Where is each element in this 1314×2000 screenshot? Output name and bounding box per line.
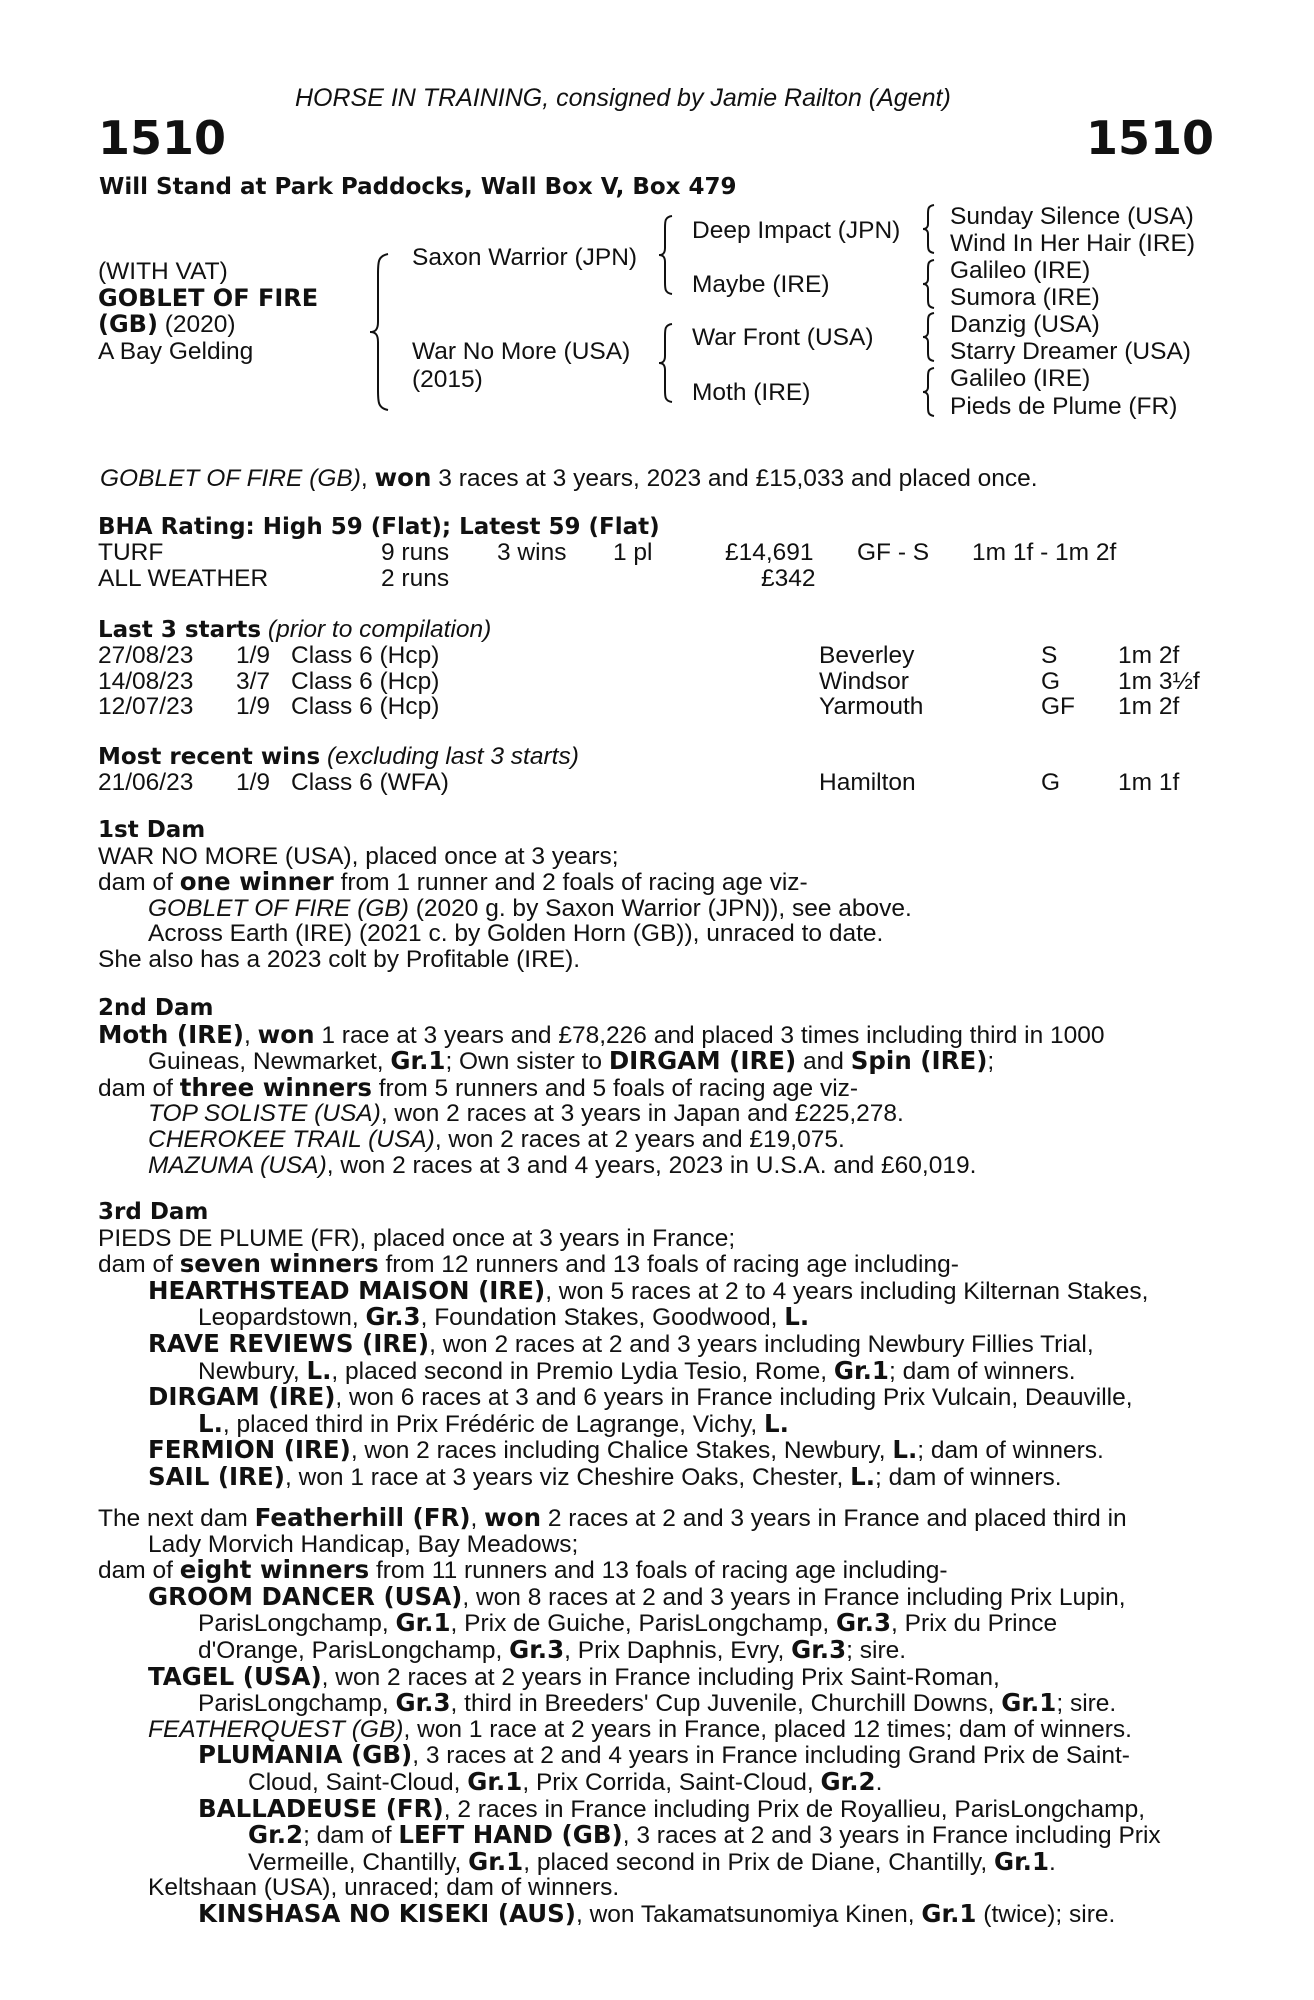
sire-sire-sire: Sunday Silence (USA) — [950, 203, 1194, 230]
next-dam-section: The next dam Featherhill (FR), won 2 races at 2 and 3 years in France and placed third in Lady Morvich Handicap, Bay Meadows; dam of eight winners from 11 runners and 13 foals of racing age including- GROOM DANCER (USA), won 8 races at 2 and 3 years in France including Prix Lupin, ParisLongchamp, Gr.1, Prix de Guiche, ParisLongchamp, Gr.3, Prix du Prince d'Orange, ParisLongchamp, Gr.3, Prix Daphnis, Evry, Gr.3; sire. TAGEL (USA), won 2 races at 2 years in France including Prix Saint-Roman, ParisLongchamp, Gr.3, third in Breeders' Cup Juvenile, Churchill Downs, Gr.1; sire. FEATHERQUEST (GB), won 1 race at 2 years in France, placed 12 times; dam of winners. PLUMANIA (GB), 3 races at 2 and 4 years in France including Grand Prix de Saint- Cloud, Saint-Cloud, Gr.1, Prix Corrida, Saint-Cloud, Gr.2. BALLADEUSE (FR), 2 races in France including Prix de Royallieu, ParisLongchamp, Gr.2; dam of LEFT HAND (GB), 3 races at 2 and 3 years in France including Prix Vermeille, Chantilly, Gr.1, placed second in Prix de Diane, Chantilly, Gr.1. Keltshaan (USA), unraced; dam of winners. KINSHASA NO KISEKI (AUS), won Takamatsunomiya Kinen, Gr.1 (twice); sire. — [98, 1503, 1161, 1928]
dam-dam-sire: Galileo (IRE) — [950, 365, 1091, 392]
consignor-line: HORSE IN TRAINING, consigned by Jamie Railton (Agent) — [295, 84, 951, 112]
sire-dam-dam: Sumora (IRE) — [950, 284, 1100, 311]
vat-note: (WITH VAT) — [98, 258, 228, 285]
pedigree-brace-dam — [658, 322, 674, 404]
horse-name: GOBLET OF FIRE — [98, 284, 319, 312]
dam-sire-sire: Danzig (USA) — [950, 311, 1100, 338]
catalogue-page: HORSE IN TRAINING, consigned by Jamie Railton (Agent) 1510 1510 Will Stand at Park Paddocks, Wall Box V, Box 479 (WITH VAT) GOBLET OF FIRE (GB) (2020) A Bay Gelding Saxon Warrior (JPN) War No More (USA) (2015) Deep Impact (JPN) Maybe (IRE) War Front (USA) Moth (IRE) Sunday Silence (USA) Wind In Her Hair (IRE) Galileo (IRE) Sumora (IRE) Danzig (USA) Starry Dreamer (USA) Galileo (IRE) Pieds de Plume (FR) GOBLET OF FIRE (GB), won 3 races at 3 years, 2023 and £15,033 and placed once. BHA Rating: High 59 (Flat); Latest 59 (Flat) TURF 9 runs 3 wins 1 pl £14,691 GF - S 1m 1f - 1m 2f ALL WEATHER 2 runs £342 Last 3 starts (prior to compilation) 27/08/23 1/9 Class 6 (Hcp) Beverley S 1m 2f 14/08/23 3/7 Class 6 (Hcp) Windsor G 1m 3½f 12/07/23 1/9 Class 6 (Hcp) Yarmouth GF 1m 2f Most recent wins (excluding last 3 starts) 21/06/23 1/9 Class 6 (WFA) Hamilton G 1m 1f 1st Dam WAR NO MORE (USA), placed once at 3 years; dam of one winner from 1 runner and 2 foals of racing age viz- GOBLET OF FIRE (GB) (2020 g. by Saxon Warrior (JPN)), see above. Across Earth (IRE) (2021 c. by Golden Horn (GB)), unraced to date. She also has a 2023 colt by Profitable (IRE). 2nd Dam Moth (IRE), won 1 race at 3 years and £78,226 and placed 3 times including third in 1000 Guineas, Newmarket, Gr.1; Own sister to DIRGAM (IRE) and Spin (IRE); dam of three winners from 5 runners and 5 foals of racing age viz- TOP SOLISTE (USA), won 2 races at 3 years in Japan and £225,278. CHEROKEE TRAIL (USA), won 2 races at 2 years and £19,075. MAZUMA (USA), won 2 races at 3 and 4 years, 2023 in U.S.A. and £60,019. 3rd Dam PIEDS DE PLUME (FR), placed once at 3 years in France; dam of seven winners from 12 runners and 13 foals of racing age including- HEARTHSTEAD MAISON (IRE), won 5 races at 2 to 4 years including Kilternan Stakes, Leopardstown, Gr.3, Foundation Stakes, Goodwood, L. RAVE REVIEWS (IRE), won 2 races at 2 and 3 years including Newbury Fillies Trial, Newbury, L., placed second in Premio Lydia Tesio, Rome, Gr.1; dam of winners. DIRGAM (IRE), won 6 races at 3 and 6 years in France including Prix Vulcain, Deauville, L., placed third in Prix Frédéric de Lagrange, Vichy, L. FERMION (IRE), won 2 races including Chalice Stakes, Newbury, L.; dam of winners. SAIL (IRE), won 1 race at 3 years viz Cheshire Oaks, Chester, L.; dam of winners. The next dam Featherhill (FR), won 2 races at 2 and 3 years in France and placed third in Lady Morvich Handicap, Bay Meadows; dam of eight winners from 11 runners and 13 foals of racing age including- GROOM DANCER (USA), won 8 races at 2 and 3 years in France including Prix Lupin, ParisLongchamp, Gr.1, Prix de Guiche, ParisLongchamp, Gr.3, Prix du Prince d'Orange, ParisLongchamp, Gr.3, Prix Daphnis, Evry, Gr.3; sire. TAGEL (USA), won 2 races at 2 years in France including Prix Saint-Roman, ParisLongchamp, Gr.3, third in Breeders' Cup Juvenile, Churchill Downs, Gr.1; sire. FEATHERQUEST (GB), won 1 race at 2 years in France, placed 12 times; dam of winners. PLUMANIA (GB), 3 races at 2 and 4 years in France including Grand Prix de Saint- Cloud, Saint-Cloud, Gr.1, Prix Corrida, Saint-Cloud, Gr.2. BALLADEUSE (FR), 2 races in France including Prix de Royallieu, ParisLongchamp, Gr.2; dam of LEFT HAND (GB), 3 races at 2 and 3 years in France including Prix Vermeille, Chantilly, Gr.1, placed second in Prix de Diane, Chantilly, Gr.1. Keltshaan (USA), unraced; dam of winners. KINSHASA NO KISEKI (AUS), won Takamatsunomiya Kinen, Gr.1 (twice); sire. — [98, 84, 1215, 1928]
stand-location: Will Stand at Park Paddocks, Wall Box V, Box 479 — [99, 174, 737, 200]
third-dam-section: 3rd Dam PIEDS DE PLUME (FR), placed once at 3 years in France; dam of seven winners from 12 runners and 13 foals of racing age including- HEARTHSTEAD MAISON (IRE), won 5 races at 2 to 4 years including Kilternan Stakes, Leopardstown, Gr.3, Foundation Stakes, Goodwood, L. RAVE REVIEWS (IRE), won 2 races at 2 and 3 years including Newbury Fillies Trial, Newbury, L., placed second in Premio Lydia Tesio, Rome, Gr.1; dam of winners. DIRGAM (IRE), won 6 races at 3 and 6 years in France including Prix Vulcain, Deauville, L., placed third in Prix Frédéric de Lagrange, Vichy, L. FERMION (IRE), won 2 races including Chalice Stakes, Newbury, L.; dam of winners. SAIL (IRE), won 1 race at 3 years viz Cheshire Oaks, Chester, L.; dam of winners. — [98, 1199, 1149, 1491]
second-dam-section: 2nd Dam Moth (IRE), won 1 race at 3 years and £78,226 and placed 3 times including third in 1000 Guineas, Newmarket, Gr.1; Own sister to DIRGAM (IRE) and Spin (IRE); dam of three winners from 5 runners and 5 foals of racing age viz- TOP SOLISTE (USA), won 2 races at 3 years in Japan and £225,278. CHEROKEE TRAIL (USA), won 2 races at 2 years and £19,075. MAZUMA (USA), won 2 races at 3 and 4 years, 2023 in U.S.A. and £60,019. — [98, 995, 1105, 1179]
first-dam-section: 1st Dam WAR NO MORE (USA), placed once at 3 years; dam of one winner from 1 runner and 2 foals of racing age viz- GOBLET OF FIRE (GB) (2020 g. by Saxon Warrior (JPN)), see above. Across Earth (IRE) (2021 c. by Golden Horn (GB)), unraced to date. She also has a 2023 colt by Profitable (IRE). — [98, 817, 912, 973]
pedigree-brace-ss — [922, 203, 936, 255]
race-summary: GOBLET OF FIRE (GB), won 3 races at 3 years, 2023 and £15,033 and placed once. — [100, 463, 1038, 492]
dam-sire: War Front (USA) — [692, 324, 874, 351]
bha-rating: BHA Rating: High 59 (Flat); Latest 59 (Flat) — [98, 514, 660, 540]
last-starts-heading: Last 3 starts (prior to compilation) — [98, 616, 492, 643]
dam-year: (2015) — [412, 366, 483, 393]
pedigree-brace-ds — [922, 311, 936, 363]
sire-sire: Deep Impact (JPN) — [692, 217, 901, 244]
dam-sire-dam: Starry Dreamer (USA) — [950, 338, 1191, 365]
dam-dam: Moth (IRE) — [692, 379, 811, 406]
sire: Saxon Warrior (JPN) — [412, 244, 638, 271]
pedigree-brace-sd — [922, 258, 936, 310]
lot-number-right: 1510 — [1086, 111, 1215, 165]
pedigree-brace-dd — [922, 366, 936, 418]
pedigree-brace-main — [370, 252, 392, 412]
sire-dam-sire: Galileo (IRE) — [950, 257, 1091, 284]
pedigree-brace-sire — [658, 214, 674, 296]
dam: War No More (USA) — [412, 338, 631, 365]
dam-dam-dam: Pieds de Plume (FR) — [950, 393, 1178, 420]
sire-sire-dam: Wind In Her Hair (IRE) — [950, 230, 1196, 257]
lot-number-left: 1510 — [98, 111, 227, 165]
sire-dam: Maybe (IRE) — [692, 271, 830, 298]
horse-description: A Bay Gelding — [98, 338, 254, 365]
horse-name-suffix: (GB) (2020) — [98, 310, 236, 338]
recent-wins-heading: Most recent wins (excluding last 3 starts) — [98, 743, 579, 770]
